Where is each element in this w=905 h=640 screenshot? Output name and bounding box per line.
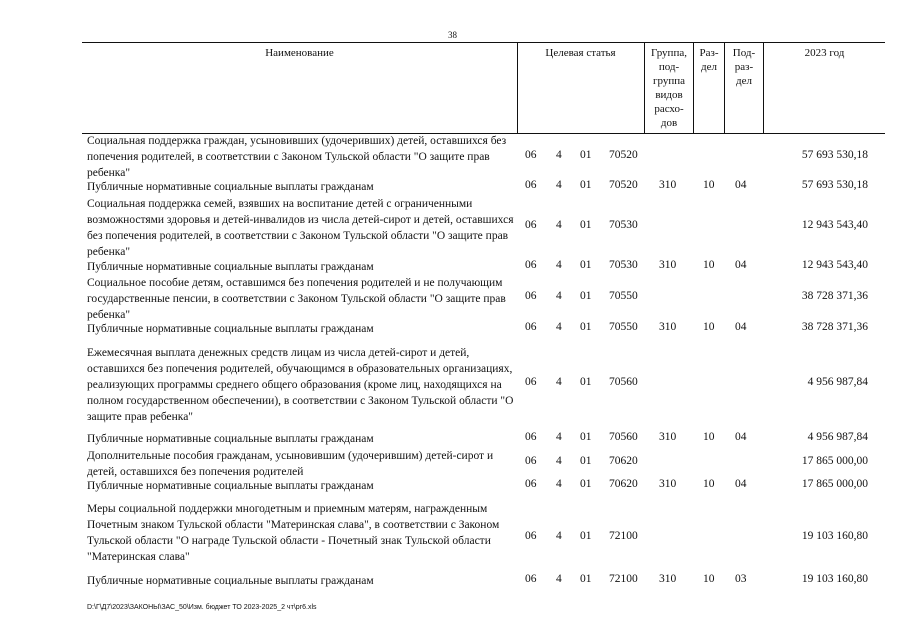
row-c7: 04 <box>735 478 747 490</box>
row-c3: 01 <box>580 149 592 161</box>
row-c1: 06 <box>525 290 537 302</box>
file-path-footer: D:\Г\Д7\2023\ЗАКОНЫ\ЗАС_50\Изм. бюджет ТО 2023-2025_2 чт\рг6.xls <box>87 604 317 611</box>
row-c5: 310 <box>659 321 677 333</box>
header-name: Наименование <box>265 47 334 59</box>
row-c6: 10 <box>703 321 715 333</box>
row-c5: 310 <box>659 478 677 490</box>
row-c2: 4 <box>556 573 562 585</box>
row-c2: 4 <box>556 259 562 271</box>
row-c2: 4 <box>556 478 562 490</box>
row-amount: 57 693 530,18 <box>801 149 868 161</box>
row-name: Социальная поддержка граждан, усыновивших (удочеривших) детей, оставшихся без попечения родителей, в соответствии с Законом Тульской области "О защите прав ребенка" <box>87 135 507 179</box>
row-name: Публичные нормативные социальные выплаты гражданам <box>87 575 374 587</box>
row-c1: 06 <box>525 530 537 542</box>
row-c6: 10 <box>703 478 715 490</box>
row-c6: 10 <box>703 431 715 443</box>
row-c2: 4 <box>556 431 562 443</box>
row-c2: 4 <box>556 149 562 161</box>
row-amount: 19 103 160,80 <box>801 573 868 585</box>
row-c1: 06 <box>525 455 537 467</box>
row-c2: 4 <box>556 455 562 467</box>
row-name: Социальное пособие детям, оставшимся без попечения родителей и не получающим государственные пенсии, в соответствии с Законом Тульской области "О защите прав ребенка" <box>87 277 506 321</box>
row-c2: 4 <box>556 219 562 231</box>
row-c4: 72100 <box>609 530 638 542</box>
row-c1: 06 <box>525 321 537 333</box>
row-name: Дополнительные пособия гражданам, усыновившим (удочерившим) детей-сирот и детей, оставшихся без попечения родителей <box>87 450 494 478</box>
row-c3: 01 <box>580 290 592 302</box>
row-c4: 70550 <box>609 321 638 333</box>
row-c1: 06 <box>525 259 537 271</box>
row-c3: 01 <box>580 321 592 333</box>
row-amount: 17 865 000,00 <box>801 455 868 467</box>
row-c1: 06 <box>525 431 537 443</box>
row-c3: 01 <box>580 431 592 443</box>
row-c4: 70520 <box>609 179 638 191</box>
row-c5: 310 <box>659 179 677 191</box>
row-name: Публичные нормативные социальные выплаты гражданам <box>87 261 374 273</box>
row-c3: 01 <box>580 478 592 490</box>
row-c4: 70520 <box>609 149 638 161</box>
row-c3: 01 <box>580 376 592 388</box>
table-header <box>82 42 885 134</box>
row-c3: 01 <box>580 219 592 231</box>
row-name: Публичные нормативные социальные выплаты гражданам <box>87 323 374 335</box>
row-c7: 04 <box>735 259 747 271</box>
row-c4: 70560 <box>609 431 638 443</box>
header-section: Раз-дел <box>699 47 719 73</box>
row-name: Публичные нормативные социальные выплаты гражданам <box>87 480 374 492</box>
row-c2: 4 <box>556 530 562 542</box>
row-c1: 06 <box>525 149 537 161</box>
row-c6: 10 <box>703 259 715 271</box>
row-c5: 310 <box>659 431 677 443</box>
row-c4: 70550 <box>609 290 638 302</box>
row-c6: 10 <box>703 179 715 191</box>
row-c1: 06 <box>525 376 537 388</box>
header-subsection: Под-раз-дел <box>732 47 756 87</box>
row-name: Публичные нормативные социальные выплаты гражданам <box>87 433 374 445</box>
row-name: Публичные нормативные социальные выплаты гражданам <box>87 181 374 193</box>
row-amount: 12 943 543,40 <box>801 259 868 271</box>
row-c4: 70530 <box>609 259 638 271</box>
row-amount: 57 693 530,18 <box>801 179 868 191</box>
row-amount: 4 956 987,84 <box>807 376 868 388</box>
row-c1: 06 <box>525 478 537 490</box>
row-c4: 70530 <box>609 219 638 231</box>
row-c2: 4 <box>556 179 562 191</box>
row-amount: 19 103 160,80 <box>801 530 868 542</box>
row-c2: 4 <box>556 376 562 388</box>
page-number: 38 <box>448 30 457 40</box>
row-c5: 310 <box>659 259 677 271</box>
row-c1: 06 <box>525 573 537 585</box>
row-c7: 03 <box>735 573 747 585</box>
row-c3: 01 <box>580 530 592 542</box>
row-amount: 38 728 371,36 <box>801 290 868 302</box>
row-c7: 04 <box>735 431 747 443</box>
row-c4: 72100 <box>609 573 638 585</box>
row-c2: 4 <box>556 321 562 333</box>
row-c4: 70620 <box>609 455 638 467</box>
row-name: Меры социальной поддержки многодетным и приемным матерям, награжденным Почетным знаком Тульской области "Материнская слава", в соответствии с Законом Тульской области "О награде Тульской области - Почетный знак Тульской области "Материнская слава" <box>87 503 500 563</box>
row-amount: 4 956 987,84 <box>807 431 868 443</box>
row-c7: 04 <box>735 321 747 333</box>
row-name: Ежемесячная выплата денежных средств лицам из числа детей-сирот и детей, оставшихся без попечения родителей, обучающимся в образовательных организациях, реализующих программы среднего общего образования (кроме лиц, находящихся на полном государственном обеспечении), в соответствии с Законом Тульской области "О защите прав ребенка" <box>87 347 514 423</box>
row-c3: 01 <box>580 259 592 271</box>
row-c2: 4 <box>556 290 562 302</box>
row-c4: 70560 <box>609 376 638 388</box>
row-amount: 17 865 000,00 <box>801 478 868 490</box>
header-group: Группа, под-группа видов расхо-дов <box>651 47 687 129</box>
row-amount: 12 943 543,40 <box>801 219 868 231</box>
header-target: Целевая статья <box>545 47 616 59</box>
row-c1: 06 <box>525 179 537 191</box>
row-c4: 70620 <box>609 478 638 490</box>
row-c3: 01 <box>580 179 592 191</box>
row-c3: 01 <box>580 573 592 585</box>
row-c1: 06 <box>525 219 537 231</box>
row-c3: 01 <box>580 455 592 467</box>
header-year: 2023 год <box>804 47 845 59</box>
row-c7: 04 <box>735 179 747 191</box>
row-c6: 10 <box>703 573 715 585</box>
row-c5: 310 <box>659 573 677 585</box>
row-name: Социальная поддержка семей, взявших на воспитание детей с ограниченными возможностями здоровья и детей-инвалидов из числа детей-сирот и детей, оставшихся без попечения родителей, в соответствии с Законом Тульской области "О защите прав ребенка" <box>87 198 514 258</box>
row-amount: 38 728 371,36 <box>801 321 868 333</box>
